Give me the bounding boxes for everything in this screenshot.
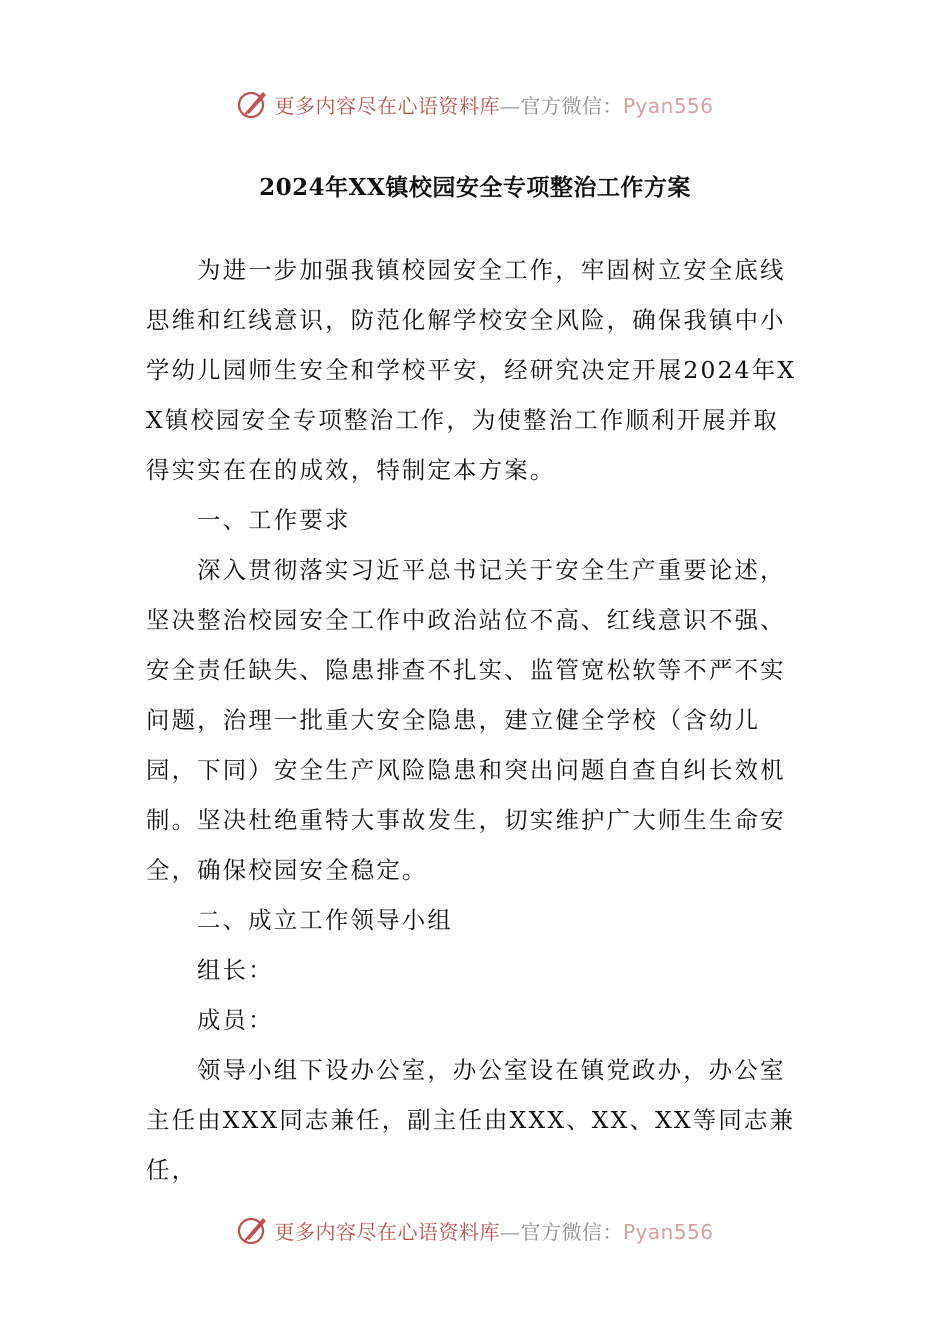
paragraph-group-leader: 组长： [197,956,274,984]
heading-work-requirements: 一、工作要求 [197,506,351,534]
watermark-separator: — [499,1219,521,1244]
watermark-sub: 官方微信： [520,93,623,118]
quill-logo-icon [236,1213,270,1247]
footer-watermark [0,1206,950,1254]
watermark-id: Pyan556 [622,1219,714,1244]
paragraph-office: 领导小组下设办公室，办公室设在镇党政办，办公室主任由XXX同志兼任，副主任由XXX、XX、XX等同志兼任， [146,1056,796,1184]
paragraph-requirements: 深入贯彻落实习近平总书记关于安全生产重要论述，坚决整治校园安全工作中政治站位不高、红线意识不强、安全责任缺失、隐患排查不扎实、监管宽松软等不严不实问题，治理一批重大安全隐患，建立健全学校（含幼儿园，下同）安全生产风险隐患和突出问题自查自纠长效机制。坚决杜绝重特大事故发生，切实维护广大师生生命安全，确保校园安全稳定。 [146,556,786,884]
watermark-separator: — [499,93,521,118]
paragraph-group-members: 成员： [197,1006,274,1034]
watermark-text [274,1216,713,1245]
watermark-main: 更多内容尽在心语资料库 [274,93,500,118]
paragraph-intro: 为进一步加强我镇校园安全工作，牢固树立安全底线思维和红线意识，防范化解学校安全风险，确保我镇中小学幼儿园师生安全和学校平安，经研究决定开展2024年XX镇校园安全专项整治工作，为使整治工作顺利开展并取得实实在在的成效，特制定本方案。 [146,256,797,484]
header-watermark [0,80,950,128]
quill-logo-icon [236,87,270,121]
watermark-sub: 官方微信： [520,1219,623,1244]
watermark-text [274,90,713,119]
document-body [146,245,800,1195]
watermark-id: Pyan556 [622,93,714,118]
watermark-main: 更多内容尽在心语资料库 [274,1219,500,1244]
heading-leading-group: 二、成立工作领导小组 [197,906,453,934]
document-title: 2024年XX镇校园安全专项整治工作方案 [259,174,691,201]
